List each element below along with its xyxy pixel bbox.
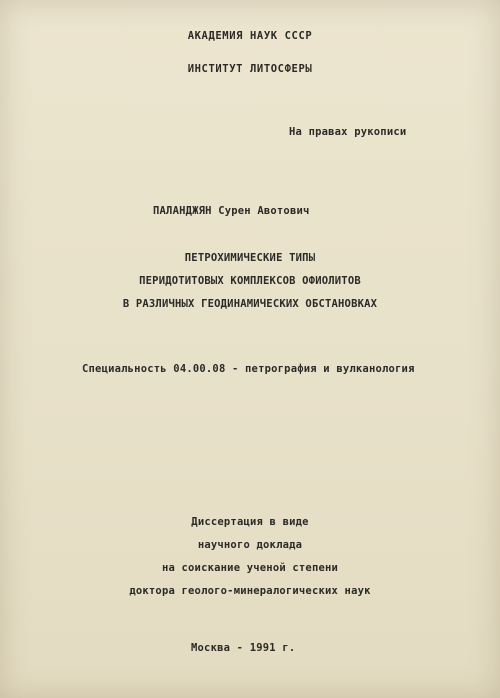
institute-heading: ИНСТИТУТ ЛИТОСФЕРЫ xyxy=(187,63,313,75)
place-and-year: Москва - 1991 г. xyxy=(191,642,296,654)
title-line-3: В РАЗЛИЧНЫХ ГЕОДИНАМИЧЕСКИХ ОБСТАНОВКАХ xyxy=(122,298,378,310)
dissertation-line-1: Диссертация в виде xyxy=(191,516,309,528)
author-name: ПАЛАНДЖЯН Сурен Авотович xyxy=(153,205,310,217)
academy-heading: АКАДЕМИЯ НАУК СССР xyxy=(187,30,313,42)
title-line-2: ПЕРИДОТИТОВЫХ КОМПЛЕКСОВ ОФИОЛИТОВ xyxy=(139,275,361,287)
dissertation-line-4: доктора геолого-минералогических наук xyxy=(129,585,371,597)
dissertation-line-3: на соискание ученой степени xyxy=(161,562,339,574)
title-line-1: ПЕТРОХИМИЧЕСКИЕ ТИПЫ xyxy=(184,252,316,264)
dissertation-line-2: научного доклада xyxy=(197,539,303,551)
specialty-line: Специальность 04.00.08 - петрография и вулканология xyxy=(82,363,415,375)
manuscript-rights-note: На правах рукописи xyxy=(289,126,407,138)
